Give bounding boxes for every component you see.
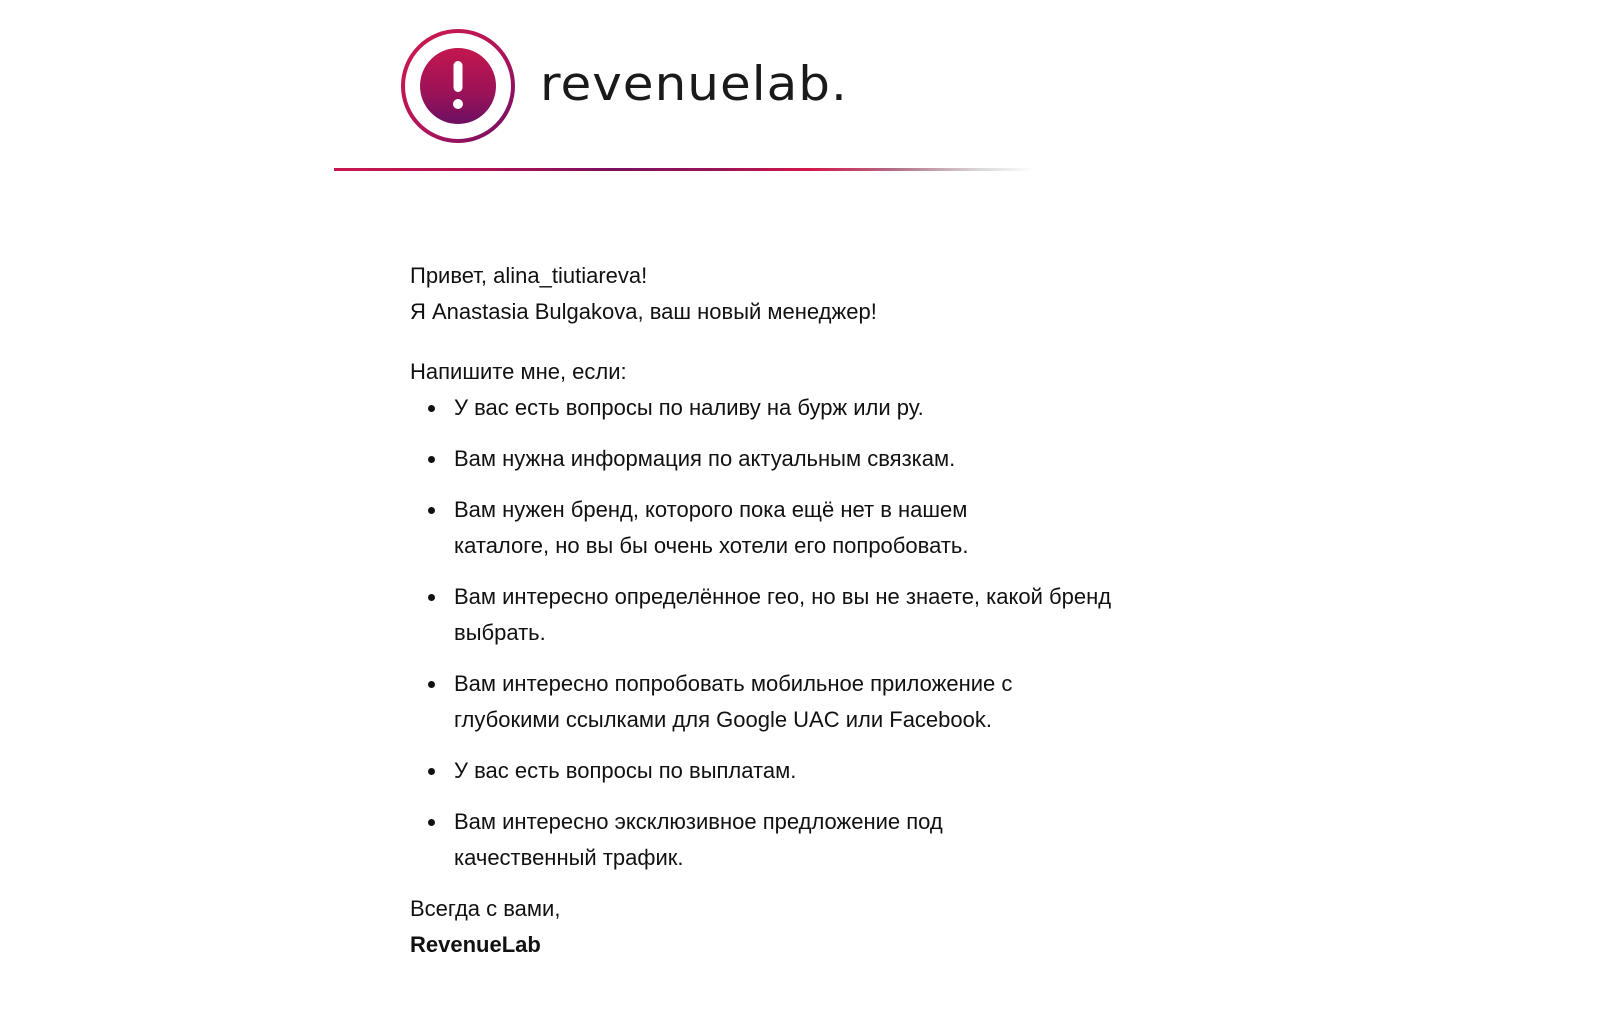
- brand-wordmark: revenuelab.: [540, 56, 848, 112]
- bullet-icon: [428, 456, 435, 463]
- list-item: [410, 441, 1130, 477]
- list-item: [410, 390, 1130, 426]
- email-header: [400, 28, 848, 144]
- contact-prompt: Напишите мне, если:: [410, 359, 627, 384]
- list-item-text: Вам нужна информация по актуальным связкам.: [454, 446, 956, 471]
- list-item: [410, 579, 1134, 651]
- list-item: [410, 666, 1104, 738]
- greeting: Привет, alina_tiutiareva!: [410, 263, 648, 288]
- list-item: [410, 753, 1130, 789]
- list-item: [410, 804, 1034, 876]
- list-item-text: Вам нужен бренд, которого пока ещё нет в нашем каталоге, но вы бы очень хотели его попробовать.: [454, 497, 969, 558]
- email-body: [410, 258, 1130, 963]
- introduction: Я Anastasia Bulgakova, ваш новый менеджер!: [410, 299, 877, 324]
- bullet-icon: [428, 819, 435, 826]
- list-item-text: Вам интересно попробовать мобильное приложение с глубокими ссылками для Google UAC или Facebook.: [454, 671, 1013, 732]
- exclamation-circle-icon: [400, 28, 516, 144]
- bullet-icon: [428, 681, 435, 688]
- list-item-text: У вас есть вопросы по наливу на бурж или ру.: [454, 395, 924, 420]
- bullet-icon: [428, 507, 435, 514]
- bullet-icon: [428, 405, 435, 412]
- bullet-icon: [428, 594, 435, 601]
- list-item-text: Вам интересно эксклюзивное предложение под качественный трафик.: [454, 809, 943, 870]
- signature: RevenueLab: [410, 932, 541, 957]
- list-item: [410, 492, 1014, 564]
- signoff: Всегда с вами,: [410, 896, 561, 921]
- greeting-block: [410, 258, 1130, 330]
- reasons-list: [410, 390, 1130, 876]
- list-item-text: Вам интересно определённое гео, но вы не знаете, какой бренд выбрать.: [454, 584, 1112, 645]
- header-divider: [334, 168, 1034, 171]
- list-item-text: У вас есть вопросы по выплатам.: [454, 758, 797, 783]
- bullet-icon: [428, 768, 435, 775]
